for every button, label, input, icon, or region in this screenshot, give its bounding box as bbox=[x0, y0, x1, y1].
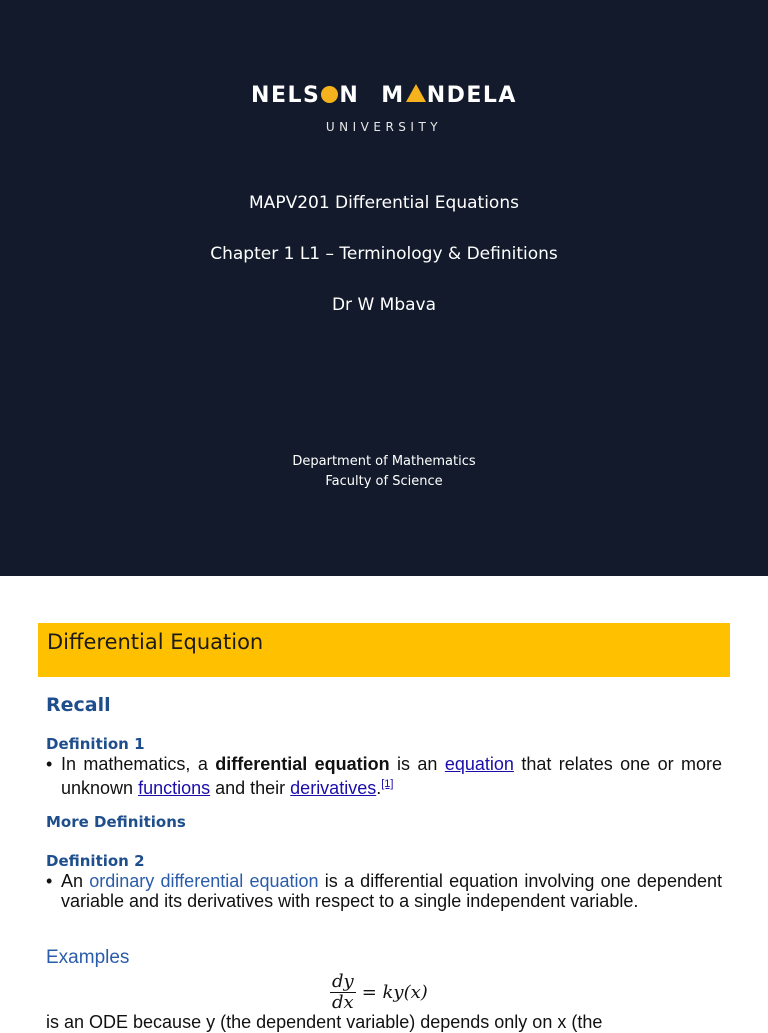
term-differential-equation: differential equation bbox=[215, 754, 390, 774]
logo-circle-icon bbox=[321, 86, 338, 103]
more-definitions-heading: More Definitions bbox=[46, 813, 186, 831]
examples-heading: Examples bbox=[46, 947, 130, 968]
author-name: Dr W Mbava bbox=[331, 295, 437, 315]
faculty-name: Faculty of Science bbox=[325, 474, 443, 489]
equation-rhs: = ky(x) bbox=[361, 982, 428, 1003]
definition2-heading: Definition 2 bbox=[46, 852, 145, 870]
bullet-marker: • bbox=[46, 871, 53, 891]
logo-triangle-icon bbox=[406, 84, 426, 102]
university-logo bbox=[0, 83, 768, 108]
content-slide bbox=[0, 576, 768, 1032]
bullet-marker: • bbox=[46, 754, 53, 774]
definition2-paragraph: • An ordinary differential equation is a differential equation involving one dependent variable and its derivatives with respect to a single independent variable. bbox=[46, 871, 722, 911]
logo-subtitle: UNIVERSITY bbox=[325, 120, 443, 134]
chapter-title: Chapter 1 L1 – Terminology & Definitions bbox=[210, 244, 558, 264]
definition1-heading: Definition 1 bbox=[46, 735, 145, 753]
course-title: MAPV201 Differential Equations bbox=[249, 193, 519, 213]
link-derivatives[interactable]: derivatives bbox=[290, 778, 377, 798]
definition1-paragraph: • In mathematics, a differential equation is an equation that relates one or more unknown functions and their derivatives.[1] bbox=[46, 754, 722, 798]
reference-link[interactable]: [1] bbox=[381, 778, 394, 790]
slide-header-bar bbox=[38, 623, 730, 677]
logo-text-part4: NDELA bbox=[426, 83, 517, 108]
derivative-fraction: $\frac{dy}{dx}$ bbox=[332, 971, 354, 1013]
ode-equation bbox=[330, 972, 428, 1013]
department-name: Department of Mathematics bbox=[292, 454, 476, 469]
recall-heading: Recall bbox=[46, 694, 111, 716]
link-functions[interactable]: functions bbox=[138, 778, 211, 798]
link-equation[interactable]: equation bbox=[444, 754, 514, 774]
slide-header-title: Differential Equation bbox=[47, 630, 264, 654]
logo-text-part1: NELS bbox=[251, 83, 321, 108]
logo-text-part3: M bbox=[381, 83, 405, 108]
term-ode: ordinary differential equation bbox=[89, 871, 319, 891]
cutoff-explanation-text: is an ODE because y (the dependent variable) depends only on x (the bbox=[46, 1012, 603, 1032]
logo-text-part2: N bbox=[339, 83, 360, 108]
